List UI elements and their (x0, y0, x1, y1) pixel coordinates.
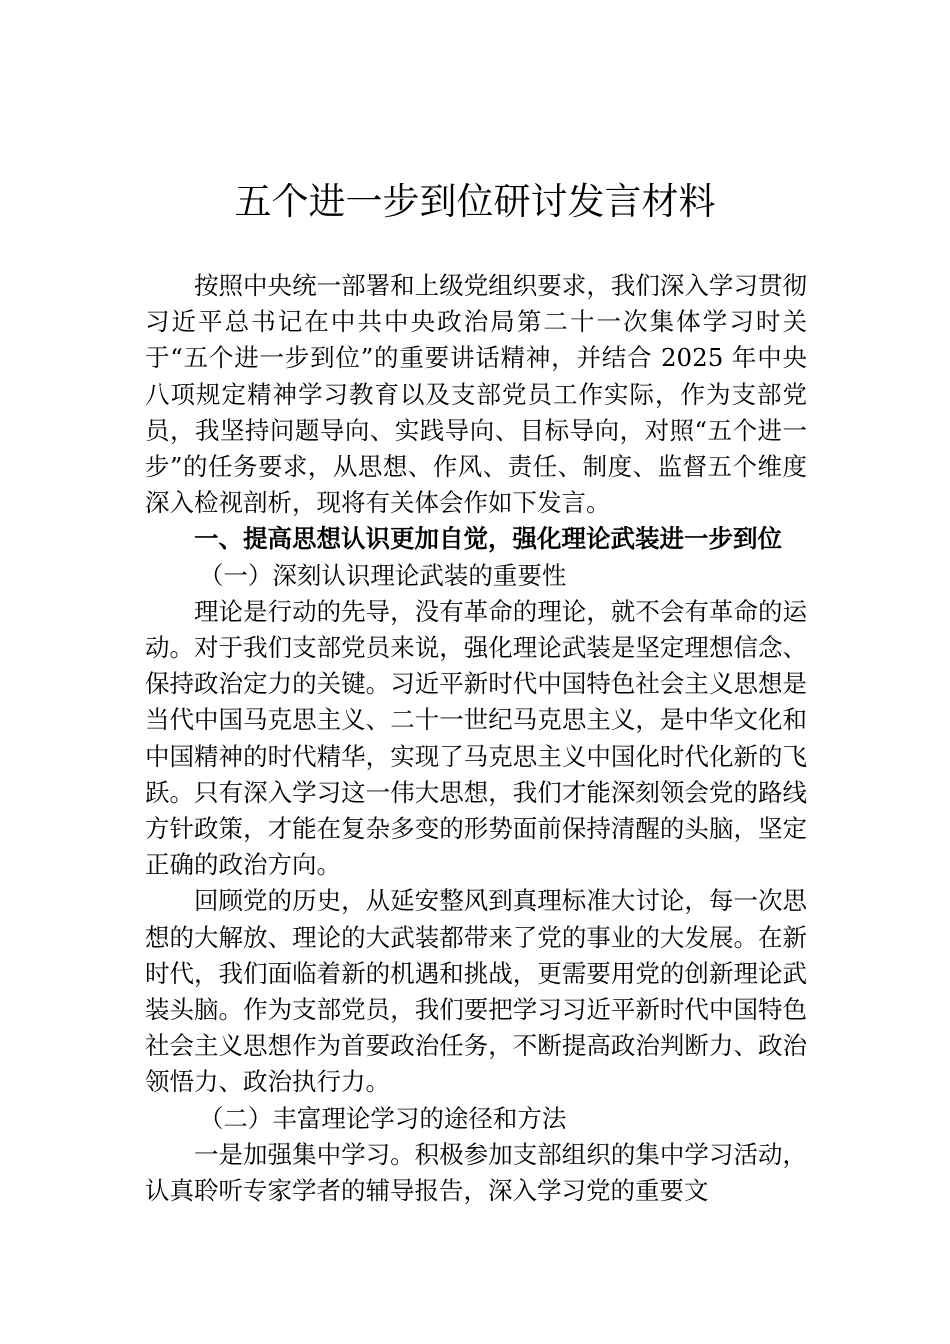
intro-paragraph: 按照中央统一部署和上级党组织要求，我们深入学习贯彻习近平总书记在中共中央政治局第二十一次集体学习时关于“五个进一步到位”的重要讲话精神，并结合 2025 年中央八项规定精神学习教育以及支部党员工作实际，作为支部党员，我坚持问题导向、实践导向、目标导向，对照“五个进一步”的任务要求，从思想、作风、责任、制度、监督五个维度深入检视剖析，现将有关体会作如下发言。 (145, 271, 807, 518)
document-title: 五个进一步到位研讨发言材料 (234, 180, 716, 223)
paragraph-2: 回顾党的历史，从延安整风到真理标准大讨论，每一次思想的大解放、理论的大武装都带来了党的事业的大发展。在新时代，我们面临着新的机遇和挑战，更需要用党的创新理论武装头脑。作为支部党员，我们要把学习习近平新时代中国特色社会主义思想作为首要政治任务，不断提高政治判断力、政治领悟力、政治执行力。 (145, 886, 807, 1097)
paragraph-1: 理论是行动的先导，没有革命的理论，就不会有革命的运动。对于我们支部党员来说，强化理论武装是坚定理想信念、保持政治定力的关键。习近平新时代中国特色社会主义思想是当代中国马克思主义、二十一世纪马克思主义，是中华文化和中国精神的时代精华，实现了马克思主义中国化时代化新的飞跃。只有深入学习这一伟大思想，我们才能深刻领会党的路线方针政策，才能在复杂多变的形势面前保持清醒的头脑，坚定正确的政治方向。 (145, 596, 807, 880)
subsection-1-heading: （一）深刻认识理论武装的重要性 (198, 560, 567, 590)
section-1-heading: 一、提高思想认识更加自觉，强化理论武装进一步到位 (194, 524, 782, 554)
document-body (145, 268, 807, 1209)
subsection-2-heading: （二）丰富理论学习的途径和方法 (198, 1103, 567, 1133)
paragraph-3: 一是加强集中学习。积极参加支部组织的集中学习活动，认真聆听专家学者的辅导报告，深入学习党的重要文 (145, 1139, 807, 1206)
